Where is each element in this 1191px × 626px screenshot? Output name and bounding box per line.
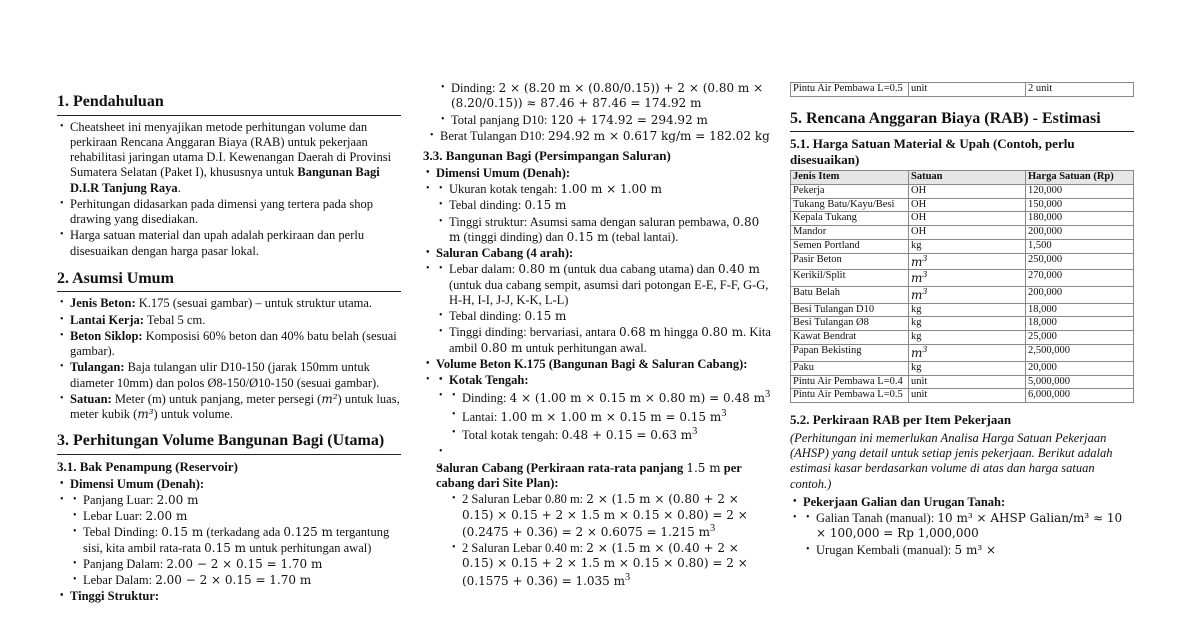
table-cell: 150,000 [1026, 198, 1134, 212]
list-item: • 2 Saluran Lebar 0.40 m: 2 × (1.5 m × (0.40 + 2 × 0.15) × 0.15 + 2 × 1.5 m × 0.15 × 0.80) = 2 × (0.1575 + 0.36) = 1.035 $m^3$ [462, 541, 773, 589]
table-cell: Pekerja [791, 184, 909, 198]
math: 0.15 m [524, 309, 567, 324]
math: 5 m³ × [954, 542, 997, 557]
text: Tebal 5 cm. [143, 312, 206, 327]
list-item-nested [803, 511, 1134, 558]
table-cell: unit [909, 389, 1026, 403]
bullet-list [57, 477, 401, 605]
text: (untuk dua cabang sempit, asumsi dari potongan E-E, F-F, G-G, H-H, I-I, J-J, K-K, L-L) [449, 277, 769, 307]
table-row [791, 331, 1134, 345]
list-item: • • Kotak Tengah: [449, 373, 773, 388]
table-cell: OH [909, 226, 1026, 240]
section-title: 3. Perhitungan Volume Bangunan Bagi (Utama) [57, 431, 401, 455]
list-item [83, 493, 401, 508]
table-cell: 200,000 [1026, 226, 1134, 240]
list-item [816, 543, 1134, 558]
table-cell: $m^3$ [909, 270, 1026, 287]
text: (tinggi dinding) dan [460, 229, 567, 244]
math: 2 × (1.5 m × (0.40 + 2 × 0.15) × 0.15 + 2 × 1.5 m × 0.15 × 0.80) = 2 × (0.1575 + 0.36) = 1.035 m [462, 541, 748, 588]
nested-list [449, 389, 773, 443]
list-item: • Saluran Cabang (4 arah): [436, 246, 773, 261]
table-cell: 200,000 [1026, 287, 1134, 304]
table-header: Satuan [909, 171, 1026, 185]
list-item: • Dimensi Umum (Denah): [70, 477, 401, 492]
text: untuk perhitungan awal) [246, 540, 372, 555]
label: Beton Siklop: [70, 328, 143, 343]
text: Tebal dinding: [449, 309, 525, 324]
text: tergantung sisi, kita ambil rata-rata [83, 525, 390, 555]
price-table [790, 170, 1134, 403]
table-cell: kg [909, 240, 1026, 254]
math: 0.125 m [283, 525, 333, 540]
subsection-title: 5.1. Harga Satuan Material & Upah (Contoh, perlu disesuaikan) [790, 136, 1075, 168]
text-bold: Bangunan Bagi D.I.R Tanjung Raya [70, 165, 380, 195]
text: Panjang Luar: [83, 492, 157, 507]
table-cell: OH [909, 212, 1026, 226]
table-cell: Kepala Tukang [791, 212, 909, 226]
text: Dinding: [451, 81, 499, 95]
table-cell: Pasir Beton [791, 253, 909, 270]
math: 2.00 m [145, 509, 188, 524]
table-cell: Besi Tulangan D10 [791, 303, 909, 317]
table-row [791, 83, 1134, 97]
text: Total panjang D10: [451, 112, 551, 127]
list-item [83, 525, 401, 556]
price-table-continued [790, 82, 1134, 97]
table-header: Harga Satuan (Rp) [1026, 171, 1134, 185]
table-cell: OH [909, 184, 1026, 198]
text: Meter (m) untuk panjang, meter persegi ( [111, 391, 322, 406]
list-item-nested [70, 493, 401, 589]
bullet-list [423, 166, 773, 589]
table-row [791, 287, 1134, 304]
table-cell: OH [909, 198, 1026, 212]
column-1 [57, 0, 401, 626]
list-item [70, 296, 401, 311]
table-cell: 18,000 [1026, 303, 1134, 317]
table-cell: 25,000 [1026, 331, 1134, 345]
table-cell: 6,000,000 [1026, 389, 1134, 403]
table-row [791, 270, 1134, 287]
list-item-nested [436, 262, 773, 356]
nested-list [436, 182, 773, 245]
nested-list [803, 511, 1134, 558]
list-item [70, 329, 401, 360]
table-cell: 180,000 [1026, 212, 1134, 226]
math: 0.15 m [524, 198, 567, 213]
bullet-list [57, 120, 401, 259]
table-cell: $m^3$ [909, 345, 1026, 362]
text: ) untuk volume. [153, 407, 234, 422]
text: Komposisi 60% beton dan 40% batu belah (sesuai gambar). [70, 328, 397, 359]
section-title: 5. Rencana Anggaran Biaya (RAB) - Estimasi [790, 109, 1134, 133]
table-cell: unit [909, 83, 1026, 97]
math: 0.80 m [449, 214, 760, 244]
table-row [791, 226, 1134, 240]
text: Urugan Kembali (manual): [816, 542, 955, 557]
table-row [791, 184, 1134, 198]
table-cell: Papan Bekisting [791, 345, 909, 362]
list-item-nested [436, 182, 773, 245]
section-title: 1. Pendahuluan [57, 92, 401, 116]
table-cell: kg [909, 331, 1026, 345]
list-item-nested [436, 373, 773, 589]
math: 120 + 174.92 = 294.92 m [550, 112, 708, 127]
column-2 [423, 0, 773, 626]
text: Berat Tulangan D10: [440, 128, 548, 143]
text-bold: per cabang dari Site Plan): [436, 460, 742, 491]
text: Galian Tanah (manual): [816, 511, 938, 526]
list-item [449, 325, 773, 356]
bullet-list [57, 296, 401, 422]
section-title: 2. Asumsi Umum [57, 269, 401, 293]
column-3 [790, 0, 1134, 626]
math: m³ [137, 407, 154, 422]
list-item [816, 511, 1134, 542]
list-item [449, 215, 773, 246]
label: Lantai Kerja: [70, 312, 144, 327]
math: 1.00 m × 1.00 m × 0.15 m = 0.15 m [500, 409, 722, 424]
list-item [70, 360, 401, 391]
table-cell: 1,500 [1026, 240, 1134, 254]
table-cell: 120,000 [1026, 184, 1134, 198]
table-cell: Kerikil/Split [791, 270, 909, 287]
text: (terkadang ada [203, 525, 284, 540]
label: Tulangan: [70, 360, 125, 375]
text: Total kotak tengah: [462, 428, 562, 443]
list-item: • Harga satuan material dan upah adalah perkiraan dan perlu disesuaikan dengan harga pasar lokal. [70, 228, 401, 259]
list-item-nested [449, 389, 773, 443]
list-item [83, 573, 401, 588]
table-cell: Kawat Bendrat [791, 331, 909, 345]
table-cell: Batu Belah [791, 287, 909, 304]
math: 2.00 − 2 × 0.15 = 1.70 m [155, 573, 312, 588]
table-row [791, 198, 1134, 212]
table-cell: Pintu Air Pembawa L=0.5 [791, 389, 909, 403]
math: m² [321, 391, 338, 406]
list-item [449, 262, 773, 308]
text: Baja tulangan ulir D10-150 (jarak 150mm untuk diameter 10mm) dan polos Ø8-150/Ø10-150 (sesuai gambar). [70, 360, 380, 390]
text: Panjang Dalam: [83, 556, 167, 571]
math: 0.48 + 0.15 = 0.63 m [561, 428, 693, 443]
list-item: • Tinggi Struktur: [70, 589, 401, 604]
text: untuk perhitungan awal. [522, 340, 647, 355]
table-row [791, 212, 1134, 226]
table-cell: $m^3$ [909, 287, 1026, 304]
table-cell: kg [909, 361, 1026, 375]
list-item: • 2 Saluran Lebar 0.80 m: 2 × (1.5 m × (0.80 + 2 × 0.15) × 0.15 + 2 × 1.5 m × 0.15 × 0.80) = 2 × (0.2475 + 0.36) = 2 × 0.6075 = 1.215 $m^3$ [462, 492, 773, 540]
table-row [791, 317, 1134, 331]
table-cell: 18,000 [1026, 317, 1134, 331]
table-row [791, 303, 1134, 317]
table-row [791, 253, 1134, 270]
text: Tinggi dinding: bervariasi, antara [449, 325, 619, 340]
list-item [451, 81, 773, 112]
text: ) untuk luas, meter kubik ( [70, 391, 400, 422]
list-item [70, 313, 401, 328]
table-header: Jenis Item [791, 171, 909, 185]
list-item [449, 309, 773, 324]
text: Lebar Luar: [83, 509, 146, 524]
text: 2 Saluran Lebar 0.80 m: [462, 492, 587, 507]
label: Satuan: [70, 391, 112, 406]
list-item: • • Dinding: 4 × (1.00 m × 0.15 m × 0.80 m) = 0.48 $m^3$ [462, 389, 773, 406]
text: . Kita ambil [449, 325, 771, 355]
note: (Perhitungan ini memerlukan Analisa Harga Satuan Pekerjaan (AHSP) yang detail untuk setiap jenis pekerjaan. Berikut adalah estimasi kasar berdasarkan volume di atas dan harga satuan contoh.) [790, 430, 1113, 491]
math: 0.15 m [566, 229, 609, 244]
list-item: • Lantai: 1.00 m × 1.00 m × 0.15 m = 0.15 $m^3$ [462, 408, 773, 425]
math: 2.00 − 2 × 0.15 = 1.70 m [166, 556, 323, 571]
text: Cheatsheet ini menyajikan metode perhitungan volume dan perkiraan Rencana Anggaran Biaya (RAB) untuk pekerjaan rehabilitasi jaringan utama D.I. Kewenangan Daerah di Provinsi Sumatera Selatan (Paket I), khususnya untuk [70, 119, 392, 180]
math: 294.92 m × 0.617 kg/m = 182.02 kg [547, 128, 770, 143]
math: 0.40 m [717, 262, 760, 277]
bullet-list [790, 495, 1134, 558]
math: 0.15 m [204, 540, 247, 555]
text: Ukuran kotak tengah: [449, 182, 561, 197]
text: (tebal lantai). [608, 229, 679, 244]
text-bold: Saluran Cabang (Perkiraan rata-rata panjang [436, 460, 687, 475]
list-item [440, 129, 773, 144]
bullet-list [423, 129, 773, 144]
table-cell: Pintu Air Pembawa L=0.5 [791, 83, 909, 97]
list-item-nested [436, 460, 773, 589]
text: Dinding: [462, 391, 510, 406]
list-item: • Dimensi Umum (Denah): [436, 166, 773, 181]
table-header-row [791, 171, 1134, 185]
nested-list [423, 81, 773, 128]
math: 10 m³ × AHSP Galian/m³ ≈ 10 × 100,000 = Rp 1,000,000 [816, 511, 1123, 541]
text: Lebar Dalam: [83, 573, 156, 588]
text: Tebal dinding: [449, 198, 525, 213]
math: 1.5 m [686, 460, 721, 475]
list-item [70, 392, 401, 423]
list-item [451, 113, 773, 128]
text: Tinggi struktur: Asumsi sama dengan saluran pembawa, [449, 214, 733, 229]
subsection-title: 3.3. Bangunan Bagi (Persimpangan Saluran) [423, 148, 671, 163]
table-row [791, 389, 1134, 403]
table-cell: Semen Portland [791, 240, 909, 254]
branch-heading [436, 461, 773, 492]
table-cell: kg [909, 317, 1026, 331]
list-item [449, 198, 773, 213]
text: (untuk dua cabang utama) dan [560, 262, 718, 277]
nested-list [70, 493, 401, 589]
table-row [791, 240, 1134, 254]
list-item [83, 509, 401, 524]
table-cell: 2,500,000 [1026, 345, 1134, 362]
nested-list [436, 373, 773, 589]
table-cell: Mandor [791, 226, 909, 240]
table-row [791, 361, 1134, 375]
table-cell: Pintu Air Pembawa L=0.4 [791, 375, 909, 389]
text: Lebar dalam: [449, 262, 519, 277]
label: Jenis Beton: [70, 296, 136, 311]
subsection-title: 5.2. Perkiraan RAB per Item Pekerjaan [790, 412, 1012, 428]
math: 2 × (8.20 m × (0.80/0.15)) + 2 × (0.80 m × (8.20/0.15)) ≈ 87.46 + 87.46 = 174.92 m [451, 81, 764, 111]
math: 0.80 m [480, 340, 523, 355]
list-item: • Pekerjaan Galian dan Urugan Tanah: [803, 495, 1134, 510]
table-cell: kg [909, 303, 1026, 317]
math: 0.80 m [518, 262, 561, 277]
table-cell: 20,000 [1026, 361, 1134, 375]
table-cell: Tukang Batu/Kayu/Besi [791, 198, 909, 212]
text: K.175 (sesuai gambar) – untuk struktur utama. [135, 296, 373, 311]
text: Lantai: [462, 409, 501, 424]
math: 0.80 m [701, 325, 744, 340]
table-cell: 270,000 [1026, 270, 1134, 287]
math: 2.00 m [156, 492, 199, 507]
table-cell: 5,000,000 [1026, 375, 1134, 389]
math: 1.00 m × 1.00 m [560, 182, 662, 197]
subsection-title: 3.1. Bak Penampung (Reservoir) [57, 458, 238, 474]
math: 0.15 m [161, 525, 204, 540]
math: 4 × (1.00 m × 0.15 m × 0.80 m) = 0.48 m [509, 391, 765, 406]
table-cell: Paku [791, 361, 909, 375]
table-cell: Besi Tulangan Ø8 [791, 317, 909, 331]
nested-list [449, 492, 773, 589]
text: Tebal Dinding: [83, 525, 162, 540]
table-row [791, 375, 1134, 389]
table-cell: unit [909, 375, 1026, 389]
nested-list [436, 262, 773, 356]
table-row [791, 345, 1134, 362]
math: 0.68 m [619, 325, 661, 340]
table-cell: $m^3$ [909, 253, 1026, 270]
list-item [449, 445, 773, 460]
text: 2 Saluran Lebar 0.40 m: [462, 541, 587, 556]
list-item: • Total kotak tengah: 0.48 + 0.15 = 0.63 $m^3$ [462, 426, 773, 443]
list-item [449, 182, 773, 197]
table-cell: 250,000 [1026, 253, 1134, 270]
table-cell: 2 unit [1026, 83, 1134, 97]
list-item: • Perhitungan didasarkan pada dimensi yang tertera pada shop drawing yang disediakan. [70, 197, 401, 228]
text: hingga [660, 325, 702, 340]
list-item: • Cheatsheet ini menyajikan metode perhitungan volume dan perkiraan Rencana Anggaran Biaya (RAB) untuk pekerjaan rehabilitasi jaringan utama D.I. Kewenangan Daerah di Provinsi Sumatera Selatan (Paket I), khususnya untuk Bangunan Bagi D.I.R Tanjung Raya. [70, 120, 401, 196]
list-item [83, 557, 401, 572]
list-item: • Volume Beton K.175 (Bangunan Bagi & Saluran Cabang): [436, 357, 773, 372]
math: 2 × (1.5 m × (0.80 + 2 × 0.15) × 0.15 + 2 × 1.5 m × 0.15 × 0.80) = 2 × (0.2475 + 0.36) = 2 × 0.6075 = 1.215 m [462, 492, 748, 539]
